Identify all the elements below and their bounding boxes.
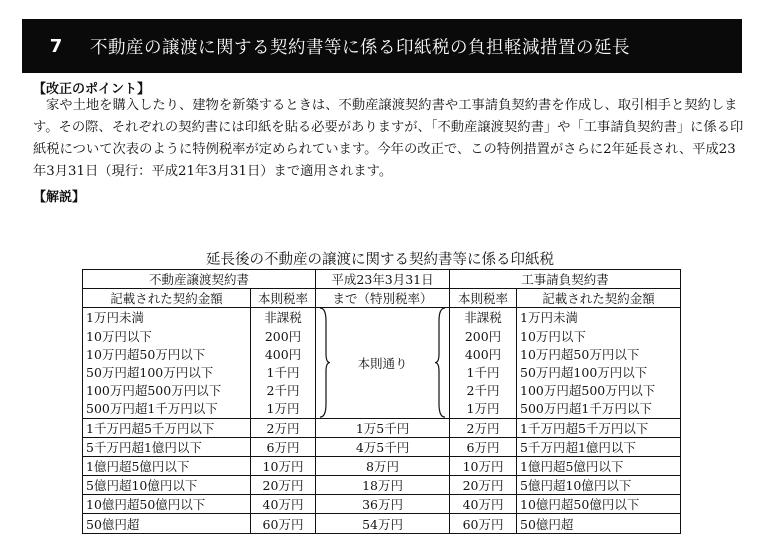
standard-note: 本則通り	[357, 355, 408, 371]
amount-cell: 1千万円超5千万円以下	[83, 418, 251, 437]
special-rate-cell: 4万5千円	[316, 437, 450, 456]
amount-cell: 500万円超1千万円以下	[83, 399, 251, 418]
table-row	[83, 308, 681, 327]
rate-cell: 20万円	[251, 476, 316, 495]
amount-cell: 1千万円超5千万円以下	[517, 418, 681, 437]
header-real-estate: 不動産譲渡契約書	[83, 270, 316, 289]
rate-cell: 1万円	[450, 399, 517, 418]
revision-points-text: 家や土地を購入したり、建物を新築するときは、不動産譲渡契約書や工事請負契約書を作成し、取引相手と契約します。その際、それぞれの契約書には印紙を貼る必要がありますが、「不動産譲渡契約書」や「工事請負契約書」に係る印紙税について次表のように特例税率が定められています。今年の改正で、この特例措置がさらに2年延長され、平成23年3月31日（現行：平成21年3月31日）まで適用されます。	[33, 98, 744, 179]
standard-rate-merged-cell	[316, 308, 450, 418]
subheader-rate-left: 本則税率	[251, 289, 316, 308]
left-brace	[318, 308, 330, 417]
amount-cell: 50億円超	[517, 514, 681, 533]
rate-cell: 60万円	[251, 514, 316, 533]
rate-cell: 2千円	[450, 381, 517, 399]
rate-cell: 1千円	[450, 363, 517, 381]
rate-cell: 2万円	[251, 418, 316, 437]
amount-cell: 10万円超50万円以下	[517, 345, 681, 363]
subheader-amount-left: 記載された契約金額	[83, 289, 251, 308]
right-brace	[435, 308, 447, 417]
amount-cell: 50万円超100万円以下	[83, 363, 251, 381]
amount-cell: 5千万円超1億円以下	[83, 437, 251, 456]
section-title: 不動産の譲渡に関する契約書等に係る印紙税の負担軽減措置の延長	[90, 37, 630, 58]
rate-cell: 10万円	[251, 456, 316, 475]
special-rate-cell: 18万円	[316, 476, 450, 495]
amount-cell: 50万円超100万円以下	[517, 363, 681, 381]
amount-cell: 1万円未満	[83, 308, 251, 327]
amount-cell: 500万円超1千万円以下	[517, 399, 681, 418]
table-row	[83, 495, 681, 514]
table-header-row	[83, 270, 681, 289]
amount-cell: 1億円超5億円以下	[83, 456, 251, 475]
special-rate-cell: 54万円	[316, 514, 450, 533]
table-row	[83, 418, 681, 437]
rate-cell: 200円	[450, 327, 517, 345]
amount-cell: 100万円超500万円以下	[83, 381, 251, 399]
rate-cell: 10万円	[450, 456, 517, 475]
rate-cell: 2万円	[450, 418, 517, 437]
amount-cell: 10億円超50億円以下	[83, 495, 251, 514]
amount-cell: 10万円超50万円以下	[83, 345, 251, 363]
explanation-heading: 【解説】	[33, 190, 86, 205]
amount-cell: 10万円以下	[83, 327, 251, 345]
rate-cell: 200円	[251, 327, 316, 345]
table-title: 延長後の不動産の譲渡に関する契約書等に係る印紙税	[206, 252, 554, 268]
revision-points-heading: 【改正のポイント】	[33, 82, 151, 97]
rate-cell: 6万円	[251, 437, 316, 456]
rate-cell: 非課税	[450, 308, 517, 327]
rate-cell: 20万円	[450, 476, 517, 495]
rate-cell: 1万円	[251, 399, 316, 418]
amount-cell: 5億円超10億円以下	[83, 476, 251, 495]
header-deadline: 平成23年3月31日	[316, 270, 450, 289]
subheader-special-rate: まで（特別税率）	[316, 289, 450, 308]
amount-cell: 1億円超5億円以下	[517, 456, 681, 475]
special-rate-cell: 36万円	[316, 495, 450, 514]
section-number: 7	[49, 35, 63, 57]
table-subheader-row	[83, 289, 681, 308]
section-banner	[22, 19, 742, 73]
table-row	[83, 476, 681, 495]
amount-cell: 10万円以下	[517, 327, 681, 345]
amount-cell: 5千万円超1億円以下	[517, 437, 681, 456]
special-rate-cell: 1万5千円	[316, 418, 450, 437]
header-construction: 工事請負契約書	[450, 270, 681, 289]
rate-cell: 400円	[450, 345, 517, 363]
rate-cell: 400円	[251, 345, 316, 363]
special-rate-cell: 8万円	[316, 456, 450, 475]
rate-cell: 1千円	[251, 363, 316, 381]
amount-cell: 50億円超	[83, 514, 251, 533]
rate-cell: 2千円	[251, 381, 316, 399]
amount-cell: 10億円超50億円以下	[517, 495, 681, 514]
table-row	[83, 437, 681, 456]
amount-cell: 100万円超500万円以下	[517, 381, 681, 399]
rate-cell: 6万円	[450, 437, 517, 456]
rate-cell: 40万円	[450, 495, 517, 514]
amount-cell: 1万円未満	[517, 308, 681, 327]
stamp-tax-table	[82, 269, 681, 534]
subheader-amount-right: 記載された契約金額	[517, 289, 681, 308]
table-row	[83, 456, 681, 475]
subheader-rate-right: 本則税率	[450, 289, 517, 308]
rate-cell: 40万円	[251, 495, 316, 514]
rate-cell: 60万円	[450, 514, 517, 533]
rate-cell: 非課税	[251, 308, 316, 327]
table-row	[83, 514, 681, 533]
amount-cell: 5億円超10億円以下	[517, 476, 681, 495]
